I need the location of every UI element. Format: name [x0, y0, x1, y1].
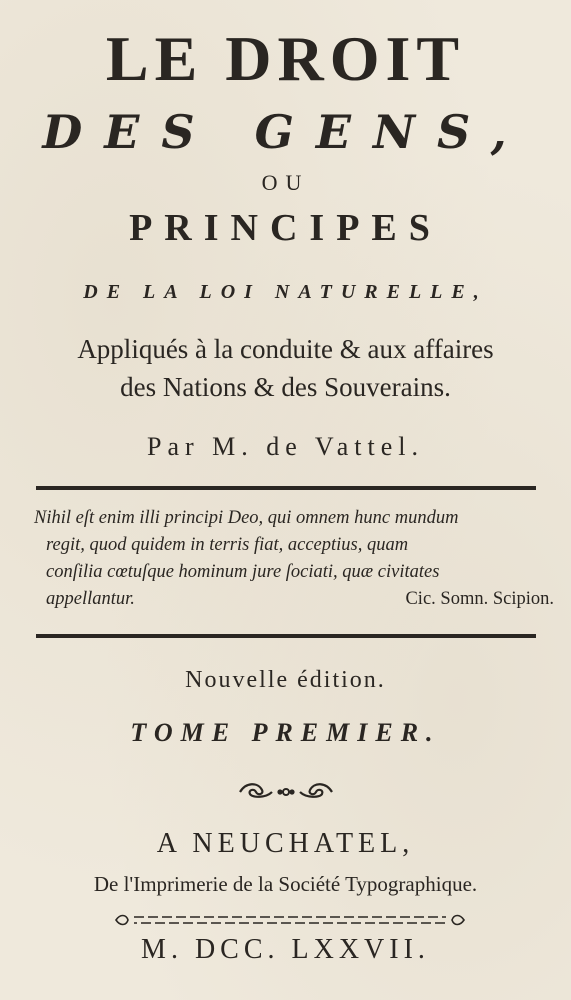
edition: Nouvelle édition. [185, 667, 386, 693]
epigraph-line-4: appellantur. [46, 589, 135, 609]
title-line-4: DE LA LOI NATURELLE, [83, 281, 488, 303]
title-line-2: DES GENS, [42, 105, 529, 159]
epigraph-citation: Cic. Somn. Scipion. [405, 589, 554, 609]
fleuron-icon [236, 778, 336, 802]
title-line-3: PRINCIPES [129, 207, 442, 249]
subtitle-line-2: des Nations & des Souverains. [120, 372, 451, 402]
rule-ornament-icon [110, 912, 470, 928]
title-line-1: LE DROIT [105, 23, 466, 94]
place: A NEUCHATEL, [156, 828, 415, 859]
subtitle-line-1: Appliqués à la conduite & aux affaires [77, 334, 494, 364]
printer: De l'Imprimerie de la Société Typographique. [93, 872, 478, 896]
epigraph [34, 505, 554, 613]
rule-bottom [36, 634, 536, 638]
epigraph-line-2: regit, quod quidem in terris fiat, acceptius, quam [46, 535, 409, 555]
title-ou: OU [261, 170, 310, 195]
volume: TOME PREMIER. [130, 718, 441, 747]
epigraph-line-4-row [34, 586, 554, 613]
author: Par M. de Vattel. [147, 432, 424, 461]
rule-top [36, 486, 536, 490]
epigraph-line-1: Nihil eſt enim illi principi Deo, qui omnem hunc mundum [34, 508, 459, 528]
imprint-date: M. DCC. LXXVII. [141, 934, 430, 965]
epigraph-line-3: conſilia cœtuſque hominum jure ſociati, quæ civitates [46, 562, 440, 582]
